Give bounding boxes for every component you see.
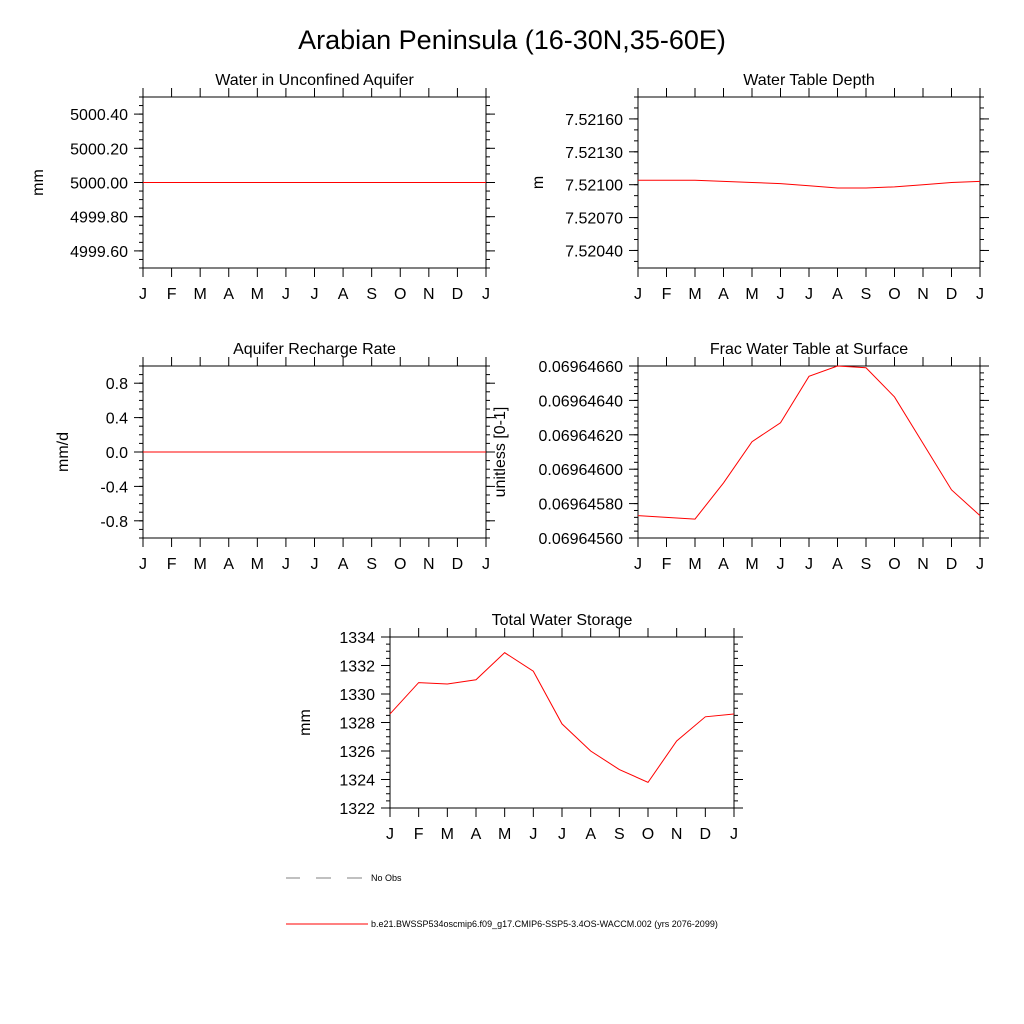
x-tick-label: D (451, 556, 464, 573)
y-tick-label: 5000.00 (70, 175, 128, 193)
y-axis-label: mm (30, 169, 47, 196)
y-tick-label: 0.06964620 (538, 427, 623, 445)
x-tick-label: S (613, 826, 625, 843)
y-tick-label: 7.52130 (565, 144, 623, 162)
y-tick-label: 4999.80 (70, 209, 128, 227)
data-line (638, 180, 980, 188)
x-tick-label: J (805, 556, 813, 573)
x-tick-label: O (394, 286, 407, 303)
y-tick-label: 5000.40 (70, 107, 128, 125)
y-tick-label: 7.52100 (565, 177, 623, 195)
x-tick-label: D (945, 286, 958, 303)
y-tick-label: 0.0 (105, 445, 128, 462)
panel-1 (30, 72, 495, 303)
x-tick-label: J (310, 556, 319, 573)
y-tick-label: 7.52040 (565, 243, 623, 261)
x-tick-label: J (776, 556, 785, 573)
x-tick-label: J (281, 556, 290, 573)
x-tick-label: N (917, 556, 929, 573)
x-tick-label: O (394, 556, 407, 573)
panel-title: Total Water Storage (491, 612, 633, 629)
x-tick-label: A (337, 286, 349, 303)
panel-3 (55, 341, 495, 573)
x-tick-label: M (193, 286, 207, 303)
x-tick-label: N (670, 826, 683, 843)
x-tick-label: O (888, 556, 901, 573)
x-tick-label: J (482, 556, 490, 573)
x-tick-label: J (558, 826, 566, 843)
panel-4 (492, 341, 989, 573)
x-tick-label: J (482, 286, 490, 303)
y-tick-label: 5000.20 (70, 141, 128, 159)
x-tick-label: M (250, 286, 264, 303)
x-tick-label: J (976, 286, 984, 303)
x-tick-label: M (688, 556, 702, 573)
panel-title: Frac Water Table at Surface (709, 341, 909, 358)
panel-title: Aquifer Recharge Rate (233, 341, 396, 358)
y-tick-label: 1332 (339, 658, 375, 676)
x-tick-label: F (166, 556, 177, 573)
x-tick-label: M (688, 286, 702, 303)
legend-label-no-obs: No Obs (371, 873, 402, 883)
x-tick-label: J (976, 556, 984, 573)
x-tick-label: D (945, 556, 958, 573)
y-tick-label: 1326 (339, 744, 375, 761)
y-tick-label: 0.06964660 (538, 359, 623, 376)
x-tick-label: A (832, 286, 843, 303)
y-tick-label: 7.52160 (565, 111, 623, 129)
x-tick-label: F (661, 556, 672, 573)
x-tick-label: D (451, 286, 464, 303)
y-tick-label: 1324 (339, 772, 375, 790)
y-tick-label: -0.4 (100, 479, 128, 497)
x-tick-label: A (223, 286, 235, 303)
x-tick-label: F (413, 826, 424, 843)
x-tick-label: J (634, 556, 642, 573)
x-tick-label: J (730, 826, 738, 843)
x-tick-label: M (250, 556, 264, 573)
y-tick-label: -0.8 (100, 513, 128, 531)
x-tick-label: S (860, 286, 872, 303)
x-tick-label: N (423, 556, 435, 573)
x-tick-label: J (634, 286, 642, 303)
data-line (390, 653, 734, 783)
panel-2 (530, 72, 989, 303)
x-tick-label: N (917, 286, 929, 303)
y-tick-label: 1328 (339, 715, 375, 733)
x-tick-label: J (776, 286, 785, 303)
y-tick-label: 0.06964580 (538, 496, 623, 514)
x-tick-label: J (805, 286, 813, 303)
x-tick-label: S (366, 286, 378, 303)
x-tick-label: M (745, 286, 759, 303)
panel-title: Water in Unconfined Aquifer (215, 72, 414, 89)
y-axis-label: mm (297, 709, 314, 736)
y-tick-label: 0.8 (105, 376, 128, 394)
x-tick-label: J (139, 286, 147, 303)
x-tick-label: J (529, 826, 538, 843)
x-tick-label: S (366, 556, 378, 573)
x-tick-label: J (139, 556, 147, 573)
x-tick-label: J (310, 286, 319, 303)
y-tick-label: 0.06964560 (538, 531, 623, 548)
x-tick-label: M (498, 826, 512, 843)
x-tick-label: F (166, 286, 177, 303)
x-tick-label: N (423, 286, 435, 303)
y-tick-label: 0.06964600 (538, 462, 623, 480)
x-tick-label: A (470, 826, 482, 843)
y-tick-label: 4999.60 (70, 243, 128, 261)
x-tick-label: J (386, 826, 394, 843)
x-tick-label: M (745, 556, 759, 573)
x-tick-label: A (223, 556, 235, 573)
x-tick-label: A (718, 556, 729, 573)
plot-frame (638, 97, 980, 268)
legend (286, 873, 718, 929)
panel-title: Water Table Depth (743, 72, 875, 89)
plot-frame (390, 637, 734, 808)
x-tick-label: A (337, 556, 349, 573)
y-axis-label: m (530, 175, 547, 190)
y-tick-label: 0.06964640 (538, 393, 623, 411)
data-line (638, 366, 980, 519)
y-axis-label: mm/d (55, 432, 72, 472)
x-tick-label: J (281, 286, 290, 303)
x-tick-label: A (585, 826, 597, 843)
y-tick-label: 1334 (339, 630, 375, 647)
figure-title: Arabian Peninsula (16-30N,35-60E) (298, 25, 726, 55)
y-tick-label: 1330 (339, 687, 375, 704)
x-tick-label: O (888, 286, 901, 303)
panel-5 (297, 612, 743, 843)
x-tick-label: A (832, 556, 843, 573)
x-tick-label: D (699, 826, 712, 843)
x-tick-label: M (440, 826, 454, 843)
y-tick-label: 1322 (339, 801, 375, 818)
x-tick-label: S (860, 556, 872, 573)
x-tick-label: O (641, 826, 655, 843)
y-tick-label: 0.4 (105, 410, 128, 428)
x-tick-label: A (718, 286, 729, 303)
y-tick-label: 7.52070 (565, 210, 623, 228)
y-axis-label: unitless [0-1] (492, 406, 509, 498)
x-tick-label: F (661, 286, 672, 303)
x-tick-label: M (193, 556, 207, 573)
legend-label-model: b.e21.BWSSP534oscmip6.f09_g17.CMIP6-SSP5-3.4OS-WACCM.002 (yrs 2076-2099) (371, 919, 718, 929)
